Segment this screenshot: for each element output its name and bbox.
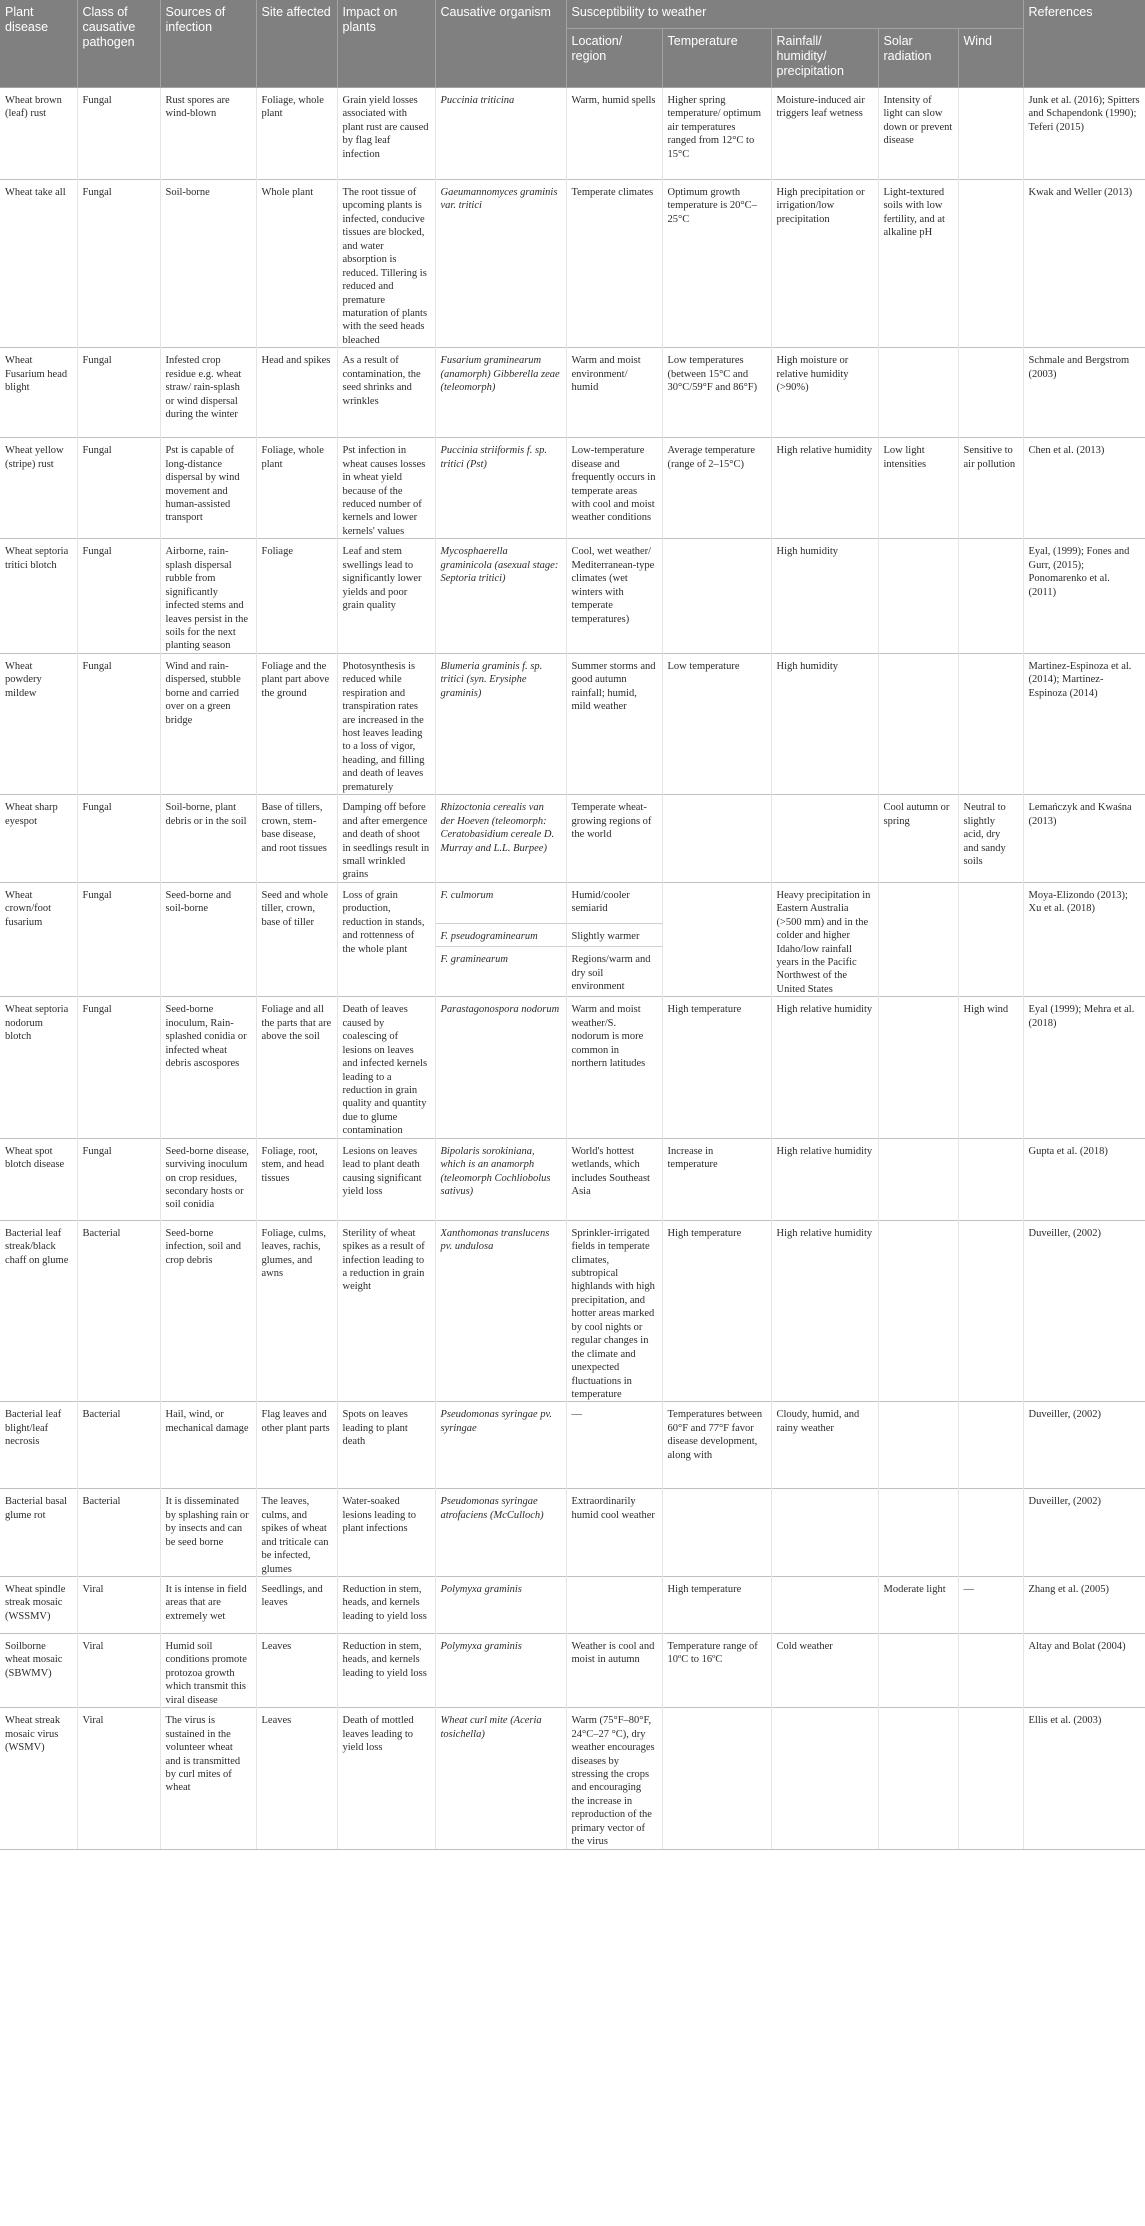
cell-disease: Wheat yellow (stripe) rust [0, 438, 77, 539]
cell-wind [958, 180, 1023, 348]
cell-pathogen: Fungal [77, 348, 160, 438]
cell-temperature [662, 1708, 771, 1849]
header-solar: Solar radiation [878, 29, 958, 88]
cell-site: Base of tillers, crown, stem-base disease, and root tissues [256, 795, 337, 883]
cell-wind [958, 348, 1023, 438]
cell-references: Gupta et al. (2018) [1023, 1138, 1145, 1220]
cell-sources: Soil-borne, plant debris or in the soil [160, 795, 256, 883]
cell-location: Warm (75°F–80°F, 24°C–27 °C), dry weather encourages diseases by stressing the crops and encouraging the increase in reproduction of the primary vector of the virus [566, 1708, 662, 1849]
cell-rainfall: Cloudy, humid, and rainy weather [771, 1402, 878, 1489]
cell-references: Moya-Elizondo (2013); Xu et al. (2018) [1023, 882, 1145, 997]
cell-references: Eyal (1999); Mehra et al. (2018) [1023, 997, 1145, 1138]
cell-solar [878, 653, 958, 794]
table-row [0, 1577, 1145, 1634]
cell-references: Kwak and Weller (2013) [1023, 180, 1145, 348]
cell-pathogen: Viral [77, 1577, 160, 1634]
cell-solar: Moderate light [878, 1577, 958, 1634]
header-site: Site affected [256, 0, 337, 88]
cell-rainfall: High humidity [771, 539, 878, 654]
cell-site: Whole plant [256, 180, 337, 348]
cell-sources: Seed-borne and soil-borne [160, 882, 256, 997]
cell-wind [958, 882, 1023, 997]
cell-organism: Xanthomonas translucens pv. undulosa [435, 1220, 566, 1402]
cell-site: Foliage, whole plant [256, 438, 337, 539]
cell-organism: Rhizoctonia cerealis van der Hoeven (teleomorph: Ceratobasidium cereale D. Murray and L.L. Burpee) [435, 795, 566, 883]
cell-impact: Water-soaked lesions leading to plant infections [337, 1489, 435, 1577]
cell-pathogen: Fungal [77, 88, 160, 180]
table-body [0, 88, 1145, 1850]
cell-location: Warm and moist weather/S. nodorum is more common in northern latitudes [566, 997, 662, 1138]
cell-impact: Spots on leaves leading to plant death [337, 1402, 435, 1489]
table-row [0, 1402, 1145, 1489]
cell-temperature: Temperatures between 60°F and 77°F favor disease development, along with [662, 1402, 771, 1489]
cell-references: Chen et al. (2013) [1023, 438, 1145, 539]
cell-location: Slightly warmer [566, 924, 662, 947]
cell-wind [958, 1489, 1023, 1577]
cell-disease: Wheat septoria nodorum blotch [0, 997, 77, 1138]
cell-wind [958, 88, 1023, 180]
cell-pathogen: Fungal [77, 180, 160, 348]
cell-disease: Wheat Fusarium head blight [0, 348, 77, 438]
cell-rainfall: High moisture or relative humidity (>90%) [771, 348, 878, 438]
cell-location: Cool, wet weather/ Mediterranean-type climates (wet winters with temperate temperatures) [566, 539, 662, 654]
cell-temperature [662, 882, 771, 997]
cell-solar: Intensity of light can slow down or prevent disease [878, 88, 958, 180]
cell-temperature: High temperature [662, 997, 771, 1138]
cell-organism: Puccinia striiformis f. sp. tritici (Pst) [435, 438, 566, 539]
cell-wind [958, 1708, 1023, 1849]
cell-solar: Light-textured soils with low fertility, and at alkaline pH [878, 180, 958, 348]
cell-wind: — [958, 1577, 1023, 1634]
header-susceptibility: Susceptibility to weather [566, 0, 1023, 29]
cell-temperature: Low temperatures (between 15°C and 30°C/59°F and 86°F) [662, 348, 771, 438]
cell-references: Altay and Bolat (2004) [1023, 1634, 1145, 1708]
header-pathogen-class: Class of causative pathogen [77, 0, 160, 88]
cell-temperature: Temperature range of 10ºC to 16ºC [662, 1634, 771, 1708]
cell-disease: Wheat streak mosaic virus (WSMV) [0, 1708, 77, 1849]
cell-organism: Fusarium graminearum (anamorph) Gibberella zeae (teleomorph) [435, 348, 566, 438]
cell-disease: Wheat septoria tritici blotch [0, 539, 77, 654]
cell-rainfall: Cold weather [771, 1634, 878, 1708]
cell-references: Schmale and Bergstrom (2003) [1023, 348, 1145, 438]
cell-disease: Bacterial leaf blight/leaf necrosis [0, 1402, 77, 1489]
cell-pathogen: Fungal [77, 882, 160, 997]
cell-impact: Pst infection in wheat causes losses in wheat yield because of the reduced number of kernels and lower kernels' values [337, 438, 435, 539]
header-organism: Causative organism [435, 0, 566, 88]
cell-impact: Reduction in stem, heads, and kernels leading to yield loss [337, 1577, 435, 1634]
cell-location: Summer storms and good autumn rainfall; humid, mild weather [566, 653, 662, 794]
cell-sources: Rust spores are wind-blown [160, 88, 256, 180]
cell-wind [958, 1220, 1023, 1402]
header-plant-disease: Plant disease [0, 0, 77, 88]
cell-temperature [662, 539, 771, 654]
table-row [0, 1708, 1145, 1849]
cell-solar: Low light intensities [878, 438, 958, 539]
cell-sources: Infested crop residue e.g. wheat straw/ rain-splash or wind dispersal during the winter [160, 348, 256, 438]
cell-organism: Pseudomonas syringae pv. syringae [435, 1402, 566, 1489]
cell-solar [878, 1489, 958, 1577]
table-row [0, 1138, 1145, 1220]
cell-disease: Wheat powdery mildew [0, 653, 77, 794]
cell-temperature [662, 1489, 771, 1577]
cell-impact: Damping off before and after emergence and death of shoot in seedlings result in small wrinkled grains [337, 795, 435, 883]
cell-rainfall: High relative humidity [771, 438, 878, 539]
cell-location: Temperate wheat-growing regions of the world [566, 795, 662, 883]
cell-solar [878, 1708, 958, 1849]
cell-location: Sprinkler-irrigated fields in temperate climates, subtropical highlands with high precipitation, and hotter areas marked by cool nights or regular changes in the climate and unexpected fluctuations in temperature [566, 1220, 662, 1402]
cell-organism: Blumeria graminis f. sp. tritici (syn. Erysiphe graminis) [435, 653, 566, 794]
cell-site: Foliage, whole plant [256, 88, 337, 180]
cell-sources: Wind and rain-dispersed, stubble borne and carried over on a green bridge [160, 653, 256, 794]
header-wind: Wind [958, 29, 1023, 88]
cell-references: Martinez-Espinoza et al. (2014); Martinez-Espinoza (2014) [1023, 653, 1145, 794]
table-row [0, 795, 1145, 883]
cell-site: Seed and whole tiller, crown, base of tiller [256, 882, 337, 997]
cell-references: Duveiller, (2002) [1023, 1402, 1145, 1489]
cell-rainfall [771, 1489, 878, 1577]
cell-temperature: Increase in temperature [662, 1138, 771, 1220]
cell-wind [958, 1634, 1023, 1708]
cell-location: — [566, 1402, 662, 1489]
cell-pathogen: Fungal [77, 653, 160, 794]
cell-solar [878, 997, 958, 1138]
cell-site: Foliage, root, stem, and head tissues [256, 1138, 337, 1220]
cell-impact: Loss of grain production, reduction in stands, and rottenness of the whole plant [337, 882, 435, 997]
cell-organism: Polymyxa graminis [435, 1577, 566, 1634]
cell-site: Foliage and the plant part above the ground [256, 653, 337, 794]
table-row [0, 1489, 1145, 1577]
cell-solar [878, 348, 958, 438]
table-row [0, 88, 1145, 180]
cell-wind: Neutral to slightly acid, dry and sandy soils [958, 795, 1023, 883]
cell-organism: Bipolaris sorokiniana, which is an anamorph (teleomorph Cochliobolus sativus) [435, 1138, 566, 1220]
cell-temperature: Low temperature [662, 653, 771, 794]
cell-solar: Cool autumn or spring [878, 795, 958, 883]
cell-temperature: Optimum growth temperature is 20°C–25°C [662, 180, 771, 348]
cell-references: Lemańczyk and Kwaśna (2013) [1023, 795, 1145, 883]
cell-rainfall: High precipitation or irrigation/low precipitation [771, 180, 878, 348]
table-row [0, 1220, 1145, 1402]
cell-organism: F. pseudograminearum [435, 924, 566, 947]
cell-wind [958, 1402, 1023, 1489]
cell-rainfall: High humidity [771, 653, 878, 794]
cell-site: Leaves [256, 1634, 337, 1708]
cell-rainfall [771, 1708, 878, 1849]
cell-impact: As a result of contamination, the seed shrinks and wrinkles [337, 348, 435, 438]
header-sources: Sources of infection [160, 0, 256, 88]
header-rainfall: Rainfall/ humidity/ precipitation [771, 29, 878, 88]
cell-disease: Bacterial basal glume rot [0, 1489, 77, 1577]
cell-location: Temperate climates [566, 180, 662, 348]
cell-disease: Wheat take all [0, 180, 77, 348]
cell-impact: Grain yield losses associated with plant rust are caused by flag leaf infection [337, 88, 435, 180]
cell-location: Low-temperature disease and frequently occurs in temperate areas with cool and moist weather conditions [566, 438, 662, 539]
cell-sources: Hail, wind, or mechanical damage [160, 1402, 256, 1489]
cell-location [566, 1577, 662, 1634]
cell-rainfall: Heavy precipitation in Eastern Australia (>500 mm) and in the colder and higher Idaho/low rainfall years in the Pacific Northwest of the United States [771, 882, 878, 997]
cell-sources: The virus is sustained in the volunteer wheat and is transmitted by curl mites of wheat [160, 1708, 256, 1849]
cell-pathogen: Bacterial [77, 1220, 160, 1402]
cell-site: Foliage and all the parts that are above the soil [256, 997, 337, 1138]
cell-disease: Soilborne wheat mosaic (SBWMV) [0, 1634, 77, 1708]
cell-rainfall: High relative humidity [771, 997, 878, 1138]
cell-sources: Airborne, rain-splash dispersal rubble from significantly infected stems and leaves persist in the soils for the next planting season [160, 539, 256, 654]
cell-pathogen: Fungal [77, 1138, 160, 1220]
header-temperature: Temperature [662, 29, 771, 88]
cell-temperature: High temperature [662, 1220, 771, 1402]
cell-organism: Pseudomonas syringae atrofaciens (McCulloch) [435, 1489, 566, 1577]
table-row [0, 348, 1145, 438]
cell-solar [878, 1138, 958, 1220]
cell-organism: Parastagonospora nodorum [435, 997, 566, 1138]
cell-wind: High wind [958, 997, 1023, 1138]
cell-impact: Leaf and stem swellings lead to significantly lower yields and poor grain quality [337, 539, 435, 654]
cell-wind [958, 1138, 1023, 1220]
cell-impact: Death of mottled leaves leading to yield loss [337, 1708, 435, 1849]
cell-pathogen: Fungal [77, 539, 160, 654]
cell-references: Eyal, (1999); Fones and Gurr, (2015); Ponomarenko et al. (2011) [1023, 539, 1145, 654]
cell-location: Weather is cool and moist in autumn [566, 1634, 662, 1708]
cell-pathogen: Viral [77, 1634, 160, 1708]
cell-sources: Seed-borne disease, surviving inoculum on crop residues, secondary hosts or soil conidia [160, 1138, 256, 1220]
cell-wind: Sensitive to air pollution [958, 438, 1023, 539]
cell-organism: Gaeumannomyces graminis var. tritici [435, 180, 566, 348]
cell-disease: Wheat spindle streak mosaic (WSSMV) [0, 1577, 77, 1634]
cell-rainfall [771, 795, 878, 883]
table-row [0, 1634, 1145, 1708]
cell-location: Humid/cooler semiarid [566, 882, 662, 923]
cell-site: Foliage [256, 539, 337, 654]
cell-references: Ellis et al. (2003) [1023, 1708, 1145, 1849]
header-location: Location/ region [566, 29, 662, 88]
cell-sources: Seed-borne infection, soil and crop debris [160, 1220, 256, 1402]
table-row [0, 653, 1145, 794]
cell-rainfall [771, 1577, 878, 1634]
cell-impact: Photosynthesis is reduced while respiration and transpiration rates are increased in the host leaves leading to a loss of vigor, heading, and filling and death of leaves prematurely [337, 653, 435, 794]
cell-temperature: Higher spring temperature/ optimum air temperatures ranged from 12°C to 15°C [662, 88, 771, 180]
cell-disease: Wheat sharp eyespot [0, 795, 77, 883]
cell-disease: Bacterial leaf streak/black chaff on glume [0, 1220, 77, 1402]
cell-impact: Reduction in stem, heads, and kernels leading to yield loss [337, 1634, 435, 1708]
cell-impact: Death of leaves caused by coalescing of lesions on leaves and infected kernels leading to a reduction in grain quality and quantity due to glume contamination [337, 997, 435, 1138]
cell-location: Regions/warm and dry soil environment [566, 947, 662, 997]
cell-references: Junk et al. (2016); Spitters and Schapendonk (1990); Teferi (2015) [1023, 88, 1145, 180]
cell-organism: Wheat curl mite (Aceria tosichella) [435, 1708, 566, 1849]
cell-temperature: High temperature [662, 1577, 771, 1634]
cell-wind [958, 653, 1023, 794]
cell-impact: Sterility of wheat spikes as a result of infection leading to a reduction in grain weight [337, 1220, 435, 1402]
cell-sources: Seed-borne inoculum, Rain-splashed conidia or infected wheat debris ascospores [160, 997, 256, 1138]
cell-location: Warm, humid spells [566, 88, 662, 180]
cell-impact: Lesions on leaves lead to plant death causing significant yield loss [337, 1138, 435, 1220]
cell-location: Warm and moist environment/ humid [566, 348, 662, 438]
cell-organism: Polymyxa graminis [435, 1634, 566, 1708]
cell-site: The leaves, culms, and spikes of wheat and triticale can be infected, glumes [256, 1489, 337, 1577]
cell-solar [878, 1402, 958, 1489]
table-row [0, 180, 1145, 348]
cell-pathogen: Fungal [77, 438, 160, 539]
cell-site: Head and spikes [256, 348, 337, 438]
cell-location: Extraordinarily humid cool weather [566, 1489, 662, 1577]
cell-references: Zhang et al. (2005) [1023, 1577, 1145, 1634]
cell-disease: Wheat brown (leaf) rust [0, 88, 77, 180]
cell-location: World's hottest wetlands, which includes Southeast Asia [566, 1138, 662, 1220]
cell-organism: Puccinia triticina [435, 88, 566, 180]
cell-organism: Mycosphaerella graminicola (asexual stage: Septoria tritici) [435, 539, 566, 654]
cell-references: Duveiller, (2002) [1023, 1220, 1145, 1402]
cell-disease: Wheat spot blotch disease [0, 1138, 77, 1220]
cell-sources: Pst is capable of long-distance dispersal by wind movement and human-assisted transport [160, 438, 256, 539]
cell-pathogen: Viral [77, 1708, 160, 1849]
cell-site: Flag leaves and other plant parts [256, 1402, 337, 1489]
cell-pathogen: Fungal [77, 795, 160, 883]
cell-site: Foliage, culms, leaves, rachis, glumes, and awns [256, 1220, 337, 1402]
cell-wind [958, 539, 1023, 654]
cell-solar [878, 1634, 958, 1708]
cell-solar [878, 539, 958, 654]
cell-pathogen: Bacterial [77, 1402, 160, 1489]
cell-impact: The root tissue of upcoming plants is infected, conducive tissues are blocked, and water absorption is reduced. Tillering is reduced and premature maturation of plants with the seed heads bleached [337, 180, 435, 348]
cell-pathogen: Fungal [77, 997, 160, 1138]
header-references: References [1023, 0, 1145, 88]
cell-temperature [662, 795, 771, 883]
cell-rainfall: Moisture-induced air triggers leaf wetness [771, 88, 878, 180]
cell-solar [878, 1220, 958, 1402]
cell-site: Leaves [256, 1708, 337, 1849]
table-row [0, 882, 1145, 923]
cell-organism: F. culmorum [435, 882, 566, 923]
cell-site: Seedlings, and leaves [256, 1577, 337, 1634]
cell-solar [878, 882, 958, 997]
header-impact: Impact on plants [337, 0, 435, 88]
table-row [0, 997, 1145, 1138]
cell-sources: Soil-borne [160, 180, 256, 348]
table-row [0, 539, 1145, 654]
cell-references: Duveiller, (2002) [1023, 1489, 1145, 1577]
cell-pathogen: Bacterial [77, 1489, 160, 1577]
cell-rainfall: High relative humidity [771, 1138, 878, 1220]
table-row [0, 438, 1145, 539]
cell-organism: F. graminearum [435, 947, 566, 997]
cell-rainfall: High relative humidity [771, 1220, 878, 1402]
cell-sources: It is intense in field areas that are extremely wet [160, 1577, 256, 1634]
cell-disease: Wheat crown/foot fusarium [0, 882, 77, 997]
cell-sources: Humid soil conditions promote protozoa growth which transmit this viral disease [160, 1634, 256, 1708]
cell-sources: It is disseminated by splashing rain or by insects and can be seed borne [160, 1489, 256, 1577]
cell-temperature: Average temperature (range of 2–15°C) [662, 438, 771, 539]
